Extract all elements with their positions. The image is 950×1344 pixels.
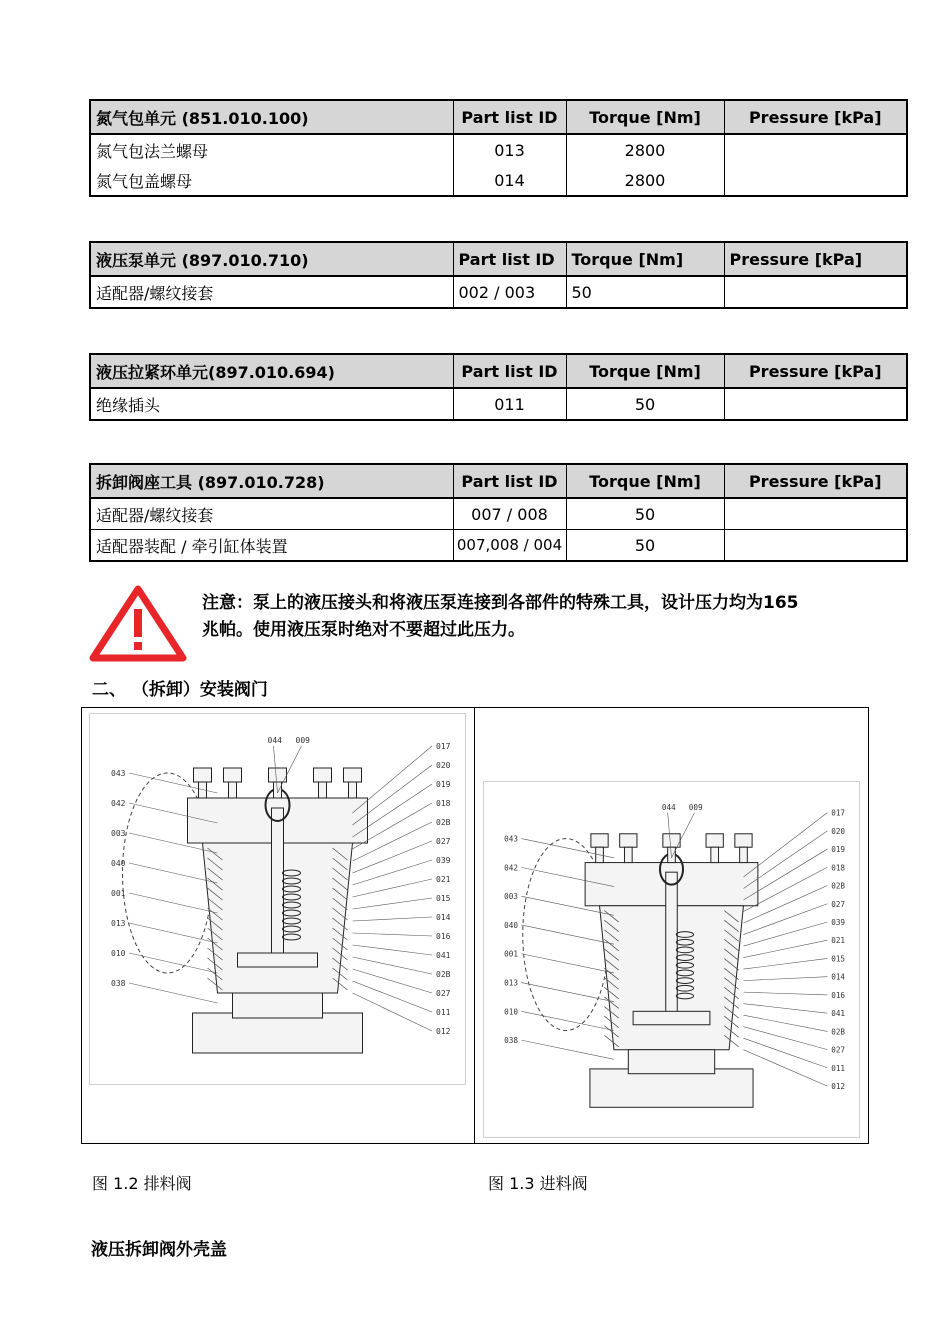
warning-triangle-icon <box>89 585 187 662</box>
part-label: 02B <box>831 1027 846 1037</box>
table-cell: 50 <box>566 276 724 308</box>
table-header-cell: 液压拉紧环单元(897.010.694) <box>90 354 453 388</box>
table-row <box>90 498 907 530</box>
hydraulic-pump-table <box>89 241 908 309</box>
part-label: 021 <box>831 936 846 946</box>
part-label: 009 <box>295 736 310 745</box>
figure-caption-right: 图 1.3 进料阀 <box>488 1174 588 1193</box>
table-row <box>90 165 907 196</box>
table-cell: 适配器装配 / 牵引缸体装置 <box>90 530 453 562</box>
table-header-cell: Part list ID <box>453 464 566 498</box>
nitrogen-unit-table <box>89 99 908 197</box>
table-cell <box>724 498 907 530</box>
part-label: 011 <box>436 1008 451 1017</box>
part-label: 02B <box>436 818 451 827</box>
table-cell <box>724 530 907 562</box>
part-label: 014 <box>436 913 451 922</box>
part-label: 015 <box>831 954 846 964</box>
suction-valve-drawing <box>483 781 860 1138</box>
part-label: 021 <box>436 875 451 884</box>
warning-line-2: 兆帕。使用液压泵时绝对不要超过此压力。 <box>202 620 525 640</box>
table-header-row <box>90 464 907 498</box>
table-header-row <box>90 242 907 276</box>
table-cell: 007,008 / 004 <box>453 530 566 562</box>
part-label: 013 <box>504 978 518 988</box>
table-cell: 011 <box>453 388 566 420</box>
part-label: 044 <box>661 802 676 812</box>
part-label: 042 <box>111 799 126 808</box>
table-cell: 氮气包法兰螺母 <box>90 134 453 165</box>
table-cell <box>724 134 907 165</box>
table-row <box>90 388 907 420</box>
bottom-heading: 液压拆卸阀外壳盖 <box>91 1240 227 1260</box>
table-header-cell: 液压泵单元 (897.010.710) <box>90 242 453 276</box>
figure-caption-left: 图 1.2 排料阀 <box>92 1174 192 1193</box>
part-label: 038 <box>111 979 126 988</box>
part-label: 042 <box>504 863 518 873</box>
table-cell: 013 <box>453 134 566 165</box>
table-header-cell: Torque [Nm] <box>566 242 724 276</box>
part-label: 020 <box>436 761 451 770</box>
part-label: 003 <box>111 829 126 838</box>
part-label: 015 <box>436 894 451 903</box>
table-header-cell: Pressure [kPa] <box>724 242 907 276</box>
part-label: 043 <box>504 834 518 844</box>
table-cell: 50 <box>566 388 724 420</box>
table-header-cell: 拆卸阀座工具 (897.010.728) <box>90 464 453 498</box>
part-label: 017 <box>831 808 846 818</box>
table-cell <box>724 165 907 196</box>
figure-divider <box>474 707 475 1144</box>
part-label: 011 <box>831 1063 846 1073</box>
table-cell: 2800 <box>566 134 724 165</box>
table-header-row <box>90 354 907 388</box>
valve-drawing-group <box>484 782 860 1138</box>
part-label: 003 <box>504 892 518 902</box>
discharge-valve-drawing <box>89 713 466 1085</box>
warning-text <box>202 590 872 644</box>
table-header-cell: Torque [Nm] <box>566 100 724 134</box>
warning-line-1: 注意：泵上的液压接头和将液压泵连接到各部件的特殊工具，设计压力均为165 <box>202 593 799 613</box>
table-cell <box>724 276 907 308</box>
table-header-cell: Pressure [kPa] <box>724 354 907 388</box>
tension-ring-table <box>89 353 908 421</box>
part-label: 039 <box>831 917 846 927</box>
part-label: 041 <box>436 951 451 960</box>
part-label: 009 <box>688 802 703 812</box>
table-cell: 氮气包盖螺母 <box>90 165 453 196</box>
table-cell: 适配器/螺纹接套 <box>90 276 453 308</box>
table-cell: 007 / 008 <box>453 498 566 530</box>
part-label: 010 <box>504 1007 518 1017</box>
table-header-cell: Torque [Nm] <box>566 464 724 498</box>
table-cell <box>724 388 907 420</box>
table-row <box>90 276 907 308</box>
table-header-cell: Pressure [kPa] <box>724 100 907 134</box>
part-label: 016 <box>436 932 451 941</box>
part-label: 012 <box>436 1027 451 1036</box>
table-header-cell: Part list ID <box>453 242 566 276</box>
part-label: 018 <box>831 863 846 873</box>
part-label: 043 <box>111 769 126 778</box>
valve-drawing-group <box>90 714 466 1085</box>
part-label: 001 <box>504 949 518 959</box>
part-label: 013 <box>111 919 126 928</box>
table-header-cell: Part list ID <box>453 354 566 388</box>
table-cell: 绝缘插头 <box>90 388 453 420</box>
part-label: 038 <box>504 1036 518 1046</box>
table-header-cell: 氮气包单元 (851.010.100) <box>90 100 453 134</box>
part-label: 012 <box>831 1082 846 1092</box>
part-label: 041 <box>831 1009 846 1019</box>
table-header-row <box>90 100 907 134</box>
table-cell: 适配器/螺纹接套 <box>90 498 453 530</box>
valve-seat-tool-table <box>89 463 908 562</box>
part-label: 039 <box>436 856 451 865</box>
part-label: 027 <box>436 989 451 998</box>
table-row <box>90 530 907 562</box>
part-label: 019 <box>436 780 451 789</box>
part-label: 027 <box>831 899 846 909</box>
part-label: 020 <box>831 826 846 836</box>
part-label: 02B <box>436 970 451 979</box>
part-label: 040 <box>504 920 518 930</box>
part-label: 027 <box>831 1045 846 1055</box>
part-label: 019 <box>831 845 846 855</box>
table-cell: 2800 <box>566 165 724 196</box>
table-cell: 50 <box>566 530 724 562</box>
part-label: 017 <box>436 742 451 751</box>
table-cell: 014 <box>453 165 566 196</box>
part-label: 001 <box>111 889 126 898</box>
part-label: 040 <box>111 859 126 868</box>
part-label: 014 <box>831 972 846 982</box>
table-row <box>90 134 907 165</box>
part-label: 010 <box>111 949 126 958</box>
table-cell: 50 <box>566 498 724 530</box>
table-cell: 002 / 003 <box>453 276 566 308</box>
table-header-cell: Part list ID <box>453 100 566 134</box>
part-label: 018 <box>436 799 451 808</box>
table-header-cell: Torque [Nm] <box>566 354 724 388</box>
part-label: 02B <box>831 881 846 891</box>
part-label: 044 <box>267 736 282 745</box>
part-label: 027 <box>436 837 451 846</box>
section-title: 二、 （拆卸）安装阀门 <box>92 680 268 700</box>
part-label: 016 <box>831 990 846 1000</box>
table-header-cell: Pressure [kPa] <box>724 464 907 498</box>
